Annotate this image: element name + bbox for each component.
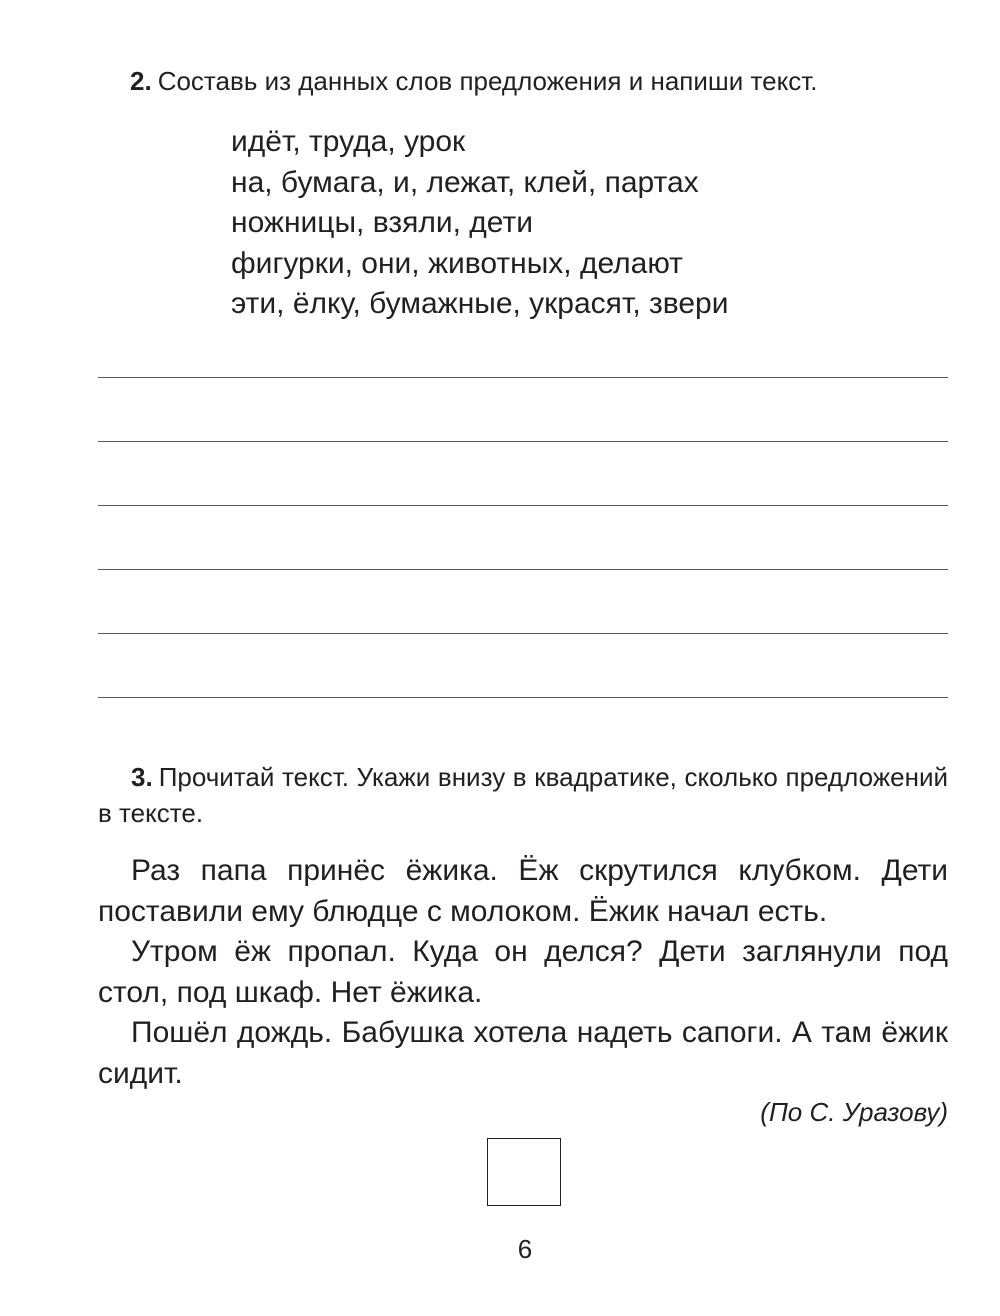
writing-line[interactable]	[98, 441, 948, 442]
task-2-header	[130, 64, 960, 98]
word-group: на, бумага, и, лежат, клей, партах	[231, 165, 699, 199]
writing-line[interactable]	[98, 505, 948, 506]
page-number: 6	[517, 1234, 533, 1264]
answer-box[interactable]	[487, 1138, 561, 1206]
writing-line[interactable]	[98, 377, 948, 378]
writing-line[interactable]	[98, 633, 948, 634]
writing-line[interactable]	[98, 569, 948, 570]
task-2-writing-lines	[98, 377, 948, 698]
word-group: ножницы, взяли, дети	[231, 206, 533, 239]
text-paragraph: Раз папа принёс ёжика. Ёж скрутился клубком. Дети поставили ему блюдце с молоком. Ёжик начал есть.	[98, 854, 948, 928]
word-group: идёт, труда, урок	[231, 125, 466, 158]
task-2-number: 2.	[130, 66, 152, 96]
task-2-word-groups	[231, 122, 729, 325]
task-3-header	[98, 759, 948, 831]
writing-line[interactable]	[98, 697, 948, 698]
task-3-reading-text	[98, 851, 948, 1094]
text-paragraph: Пошёл дождь. Бабушка хотела надеть сапоги. А там ёжик сидит.	[98, 1016, 948, 1090]
task-2-instruction: Составь из данных слов предложения и напиши текст.	[157, 66, 818, 96]
task-3-number: 3.	[131, 762, 153, 792]
task-3-instruction: Прочитай текст. Укажи внизу в квадратике, сколько предложений в тексте.	[98, 762, 948, 828]
text-paragraph: Утром ёж пропал. Куда он делся? Дети заглянули под стол, под шкаф. Нет ёжика.	[98, 935, 948, 1009]
word-group: фигурки, они, животных, делают	[231, 246, 683, 280]
text-attribution: (По С. Уразову)	[760, 1097, 948, 1127]
word-group: эти, ёлку, бумажные, украсят, звери	[231, 287, 729, 320]
